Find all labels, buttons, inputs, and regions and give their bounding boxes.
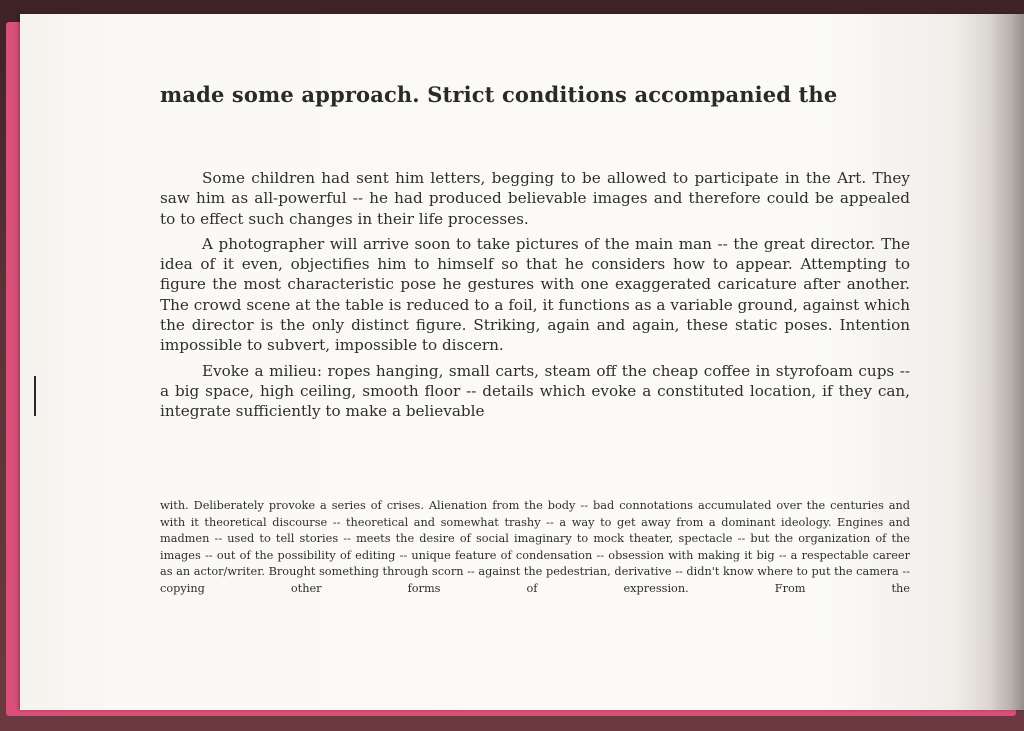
page-heading: made some approach. Strict conditions accompanied the bbox=[160, 82, 838, 107]
paragraph-photographer: A photographer will arrive soon to take pictures of the main man -- the great director. The idea of it even, objectifies him to himself so that he considers how to appear. Attempting to figure the most characteristic pose he gestures with one exaggerated caricature after another. The crowd scene at the table is reduced to a foil, it functions as a variable ground, against which the director is the only distinct figure. Striking, again and again, these static poses. Intention impossible to subvert, impossible to discern. bbox=[160, 234, 910, 355]
page-gutter-shadow bbox=[990, 14, 1024, 710]
binding-mark bbox=[34, 376, 36, 416]
paragraph-milieu: Evoke a milieu: ropes hanging, small carts, steam off the cheap coffee in styrofoam cups -- a big space, high ceiling, smooth floor -- details which evoke a constituted location, if they can, integrate sufficiently to make a believable bbox=[160, 361, 910, 421]
footer-text-block: with. Deliberately provoke a series of crises. Alienation from the body -- bad connotations accumulated over the centuries and with it theoretical discourse -- theoretical and somewhat trashy -- a way to get away from a dominant ideology. Engines and madmen -- used to tell stories -- meets the desire of social imaginary to mock theater, spectacle -- but the organization of the images -- out of the possibility of editing -- unique feature of condensation -- obsession with making it big -- a respectable career as an actor/writer. Brought something through scorn -- against the pedestrian, derivative -- didn't know where to put the camera -- copying other forms of expression. From the bbox=[160, 499, 910, 595]
book-page bbox=[20, 14, 1024, 710]
paragraph-children-letters: Some children had sent him letters, begging to be allowed to participate in the Art. They saw him as all-powerful -- he had produced believable images and therefore could be appealed to to effect such changes in their life processes. bbox=[160, 169, 910, 228]
main-text-block bbox=[160, 168, 910, 427]
